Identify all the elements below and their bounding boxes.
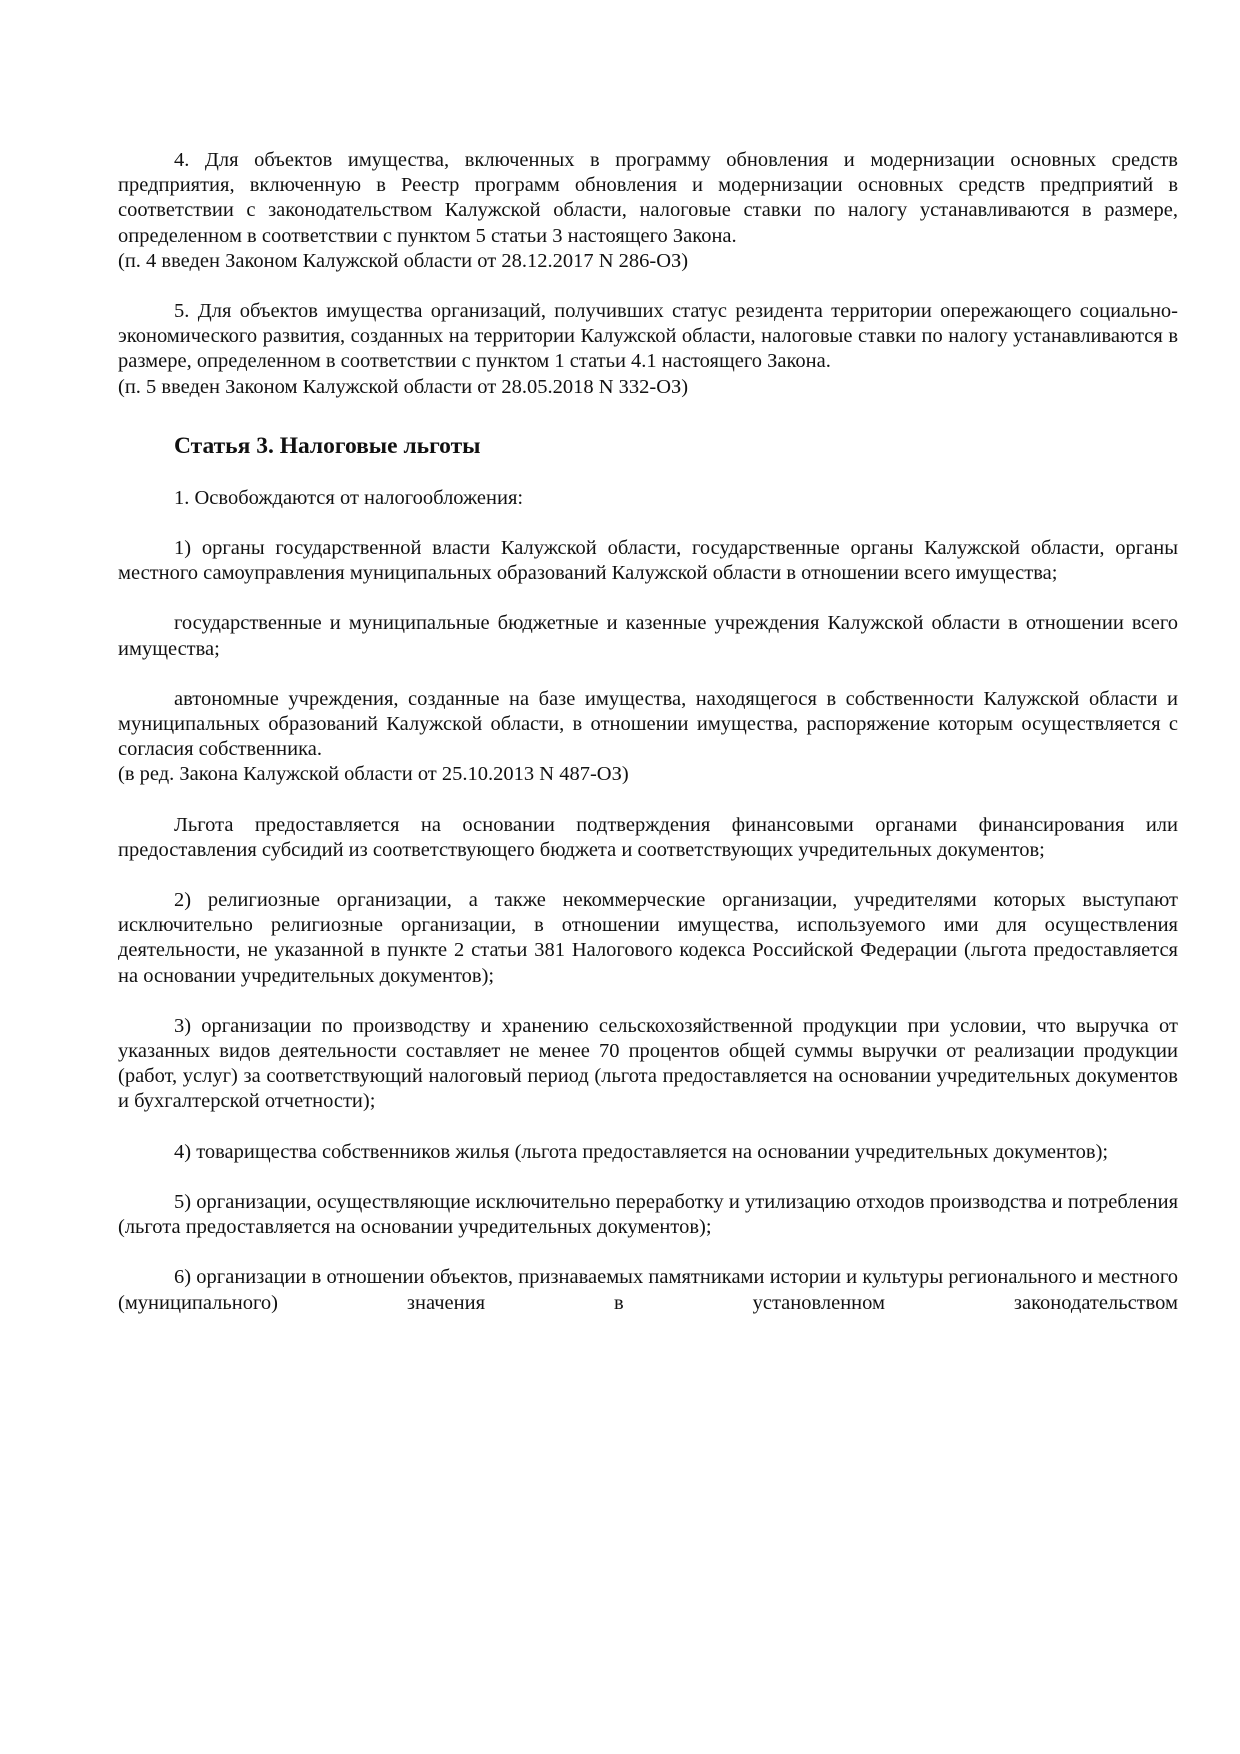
list-item-budget-institutions: государственные и муниципальные бюджетные и казенные учреждения Калужской области в отношении всего имущества; (118, 612, 1178, 660)
amendment-note-item-4: (п. 4 введен Законом Калужской области от 28.12.2017 N 286-ОЗ) (118, 249, 689, 272)
list-item-5-waste-processing: 5) организации, осуществляющие исключительно переработку и утилизацию отходов производства и потребления (льгота предоставляется на основании учредительных документов); (118, 1190, 1178, 1239)
amendment-note-item-5: (п. 5 введен Законом Калужской области от 28.05.2018 N 332-ОЗ) (118, 375, 689, 398)
spacer (118, 863, 1178, 888)
list-item-benefit-basis: Льгота предоставляется на основании подтверждения финансовыми органами финансирования или предоставления субсидий из соответствующего бюджета и соответствующих учредительных документов; (118, 813, 1178, 861)
spacer (118, 1165, 1178, 1190)
list-item-1-government-bodies: 1) органы государственной власти Калужской области, государственные органы Калужской области, органы местного самоуправления муниципальных образований Калужской области в отношении всего имущества; (118, 537, 1178, 585)
list-item-3-agricultural-organizations: 3) организации по производству и хранению сельскохозяйственной продукции при условии, что выручка от указанных видов деятельности составляет не менее 70 процентов общей суммы выручки от реализации продукции (работ, услуг) за соответствующий налоговый период (льгота предоставляется на основании учредительных документов и бухгалтерской отчетности); (118, 1014, 1178, 1113)
clause-1-intro: 1. Освобождаются от налогообложения: (174, 486, 524, 509)
spacer (118, 989, 1178, 1014)
spacer (118, 1115, 1178, 1140)
article-heading: Статья 3. Налоговые льготы (174, 432, 481, 459)
list-item-6-heritage-objects: 6) организации в отношении объектов, признаваемых памятниками истории и культуры регионального и местного (муниципального) значения в установленном законодательством (118, 1266, 1178, 1314)
spacer (118, 511, 1178, 536)
spacer (118, 460, 1178, 486)
spacer (118, 400, 1178, 432)
amendment-note-autonomous: (в ред. Закона Калужской области от 25.10.2013 N 487-ОЗ) (118, 763, 629, 786)
spacer (118, 662, 1178, 687)
spacer (118, 274, 1178, 299)
document-page (118, 148, 1178, 1316)
paragraph-item-5: 5. Для объектов имущества организаций, получивших статус резидента территории опережающего социально-экономического развития, созданных на территории Калужской области, налоговые ставки по налогу устанавливаются в размере, определенном в соответствии с пунктом 1 статьи 4.1 настоящего Закона. (118, 300, 1178, 373)
spacer (118, 788, 1178, 813)
list-item-autonomous-institutions: автономные учреждения, созданные на базе имущества, находящегося в собственности Калужской области и муниципальных образований Калужской области, в отношении имущества, распоряжение которым осуществляется с согласия собственника. (118, 687, 1178, 761)
paragraph-item-4: 4. Для объектов имущества, включенных в программу обновления и модернизации основных средств предприятия, включенную в Реестр программ обновления и модернизации основных средств предприятий в соответствии с законодательством Калужской области, налоговые ставки по налогу устанавливаются в размере, определенном в соответствии с пунктом 5 статьи 3 настоящего Закона. (118, 149, 1178, 247)
spacer (118, 1240, 1178, 1265)
spacer (118, 586, 1178, 611)
list-item-2-religious-organizations: 2) религиозные организации, а также некоммерческие организации, учредителями которых выступают исключительно религиозные организации, в отношении имущества, используемого ими для осуществления деятельности, не указанной в пункте 2 статьи 381 Налогового кодекса Российской Федерации (льгота предоставляется на основании учредительных документов); (118, 889, 1178, 987)
list-item-4-homeowners-associations: 4) товарищества собственников жилья (льгота предоставляется на основании учредительных документов); (174, 1140, 1109, 1163)
